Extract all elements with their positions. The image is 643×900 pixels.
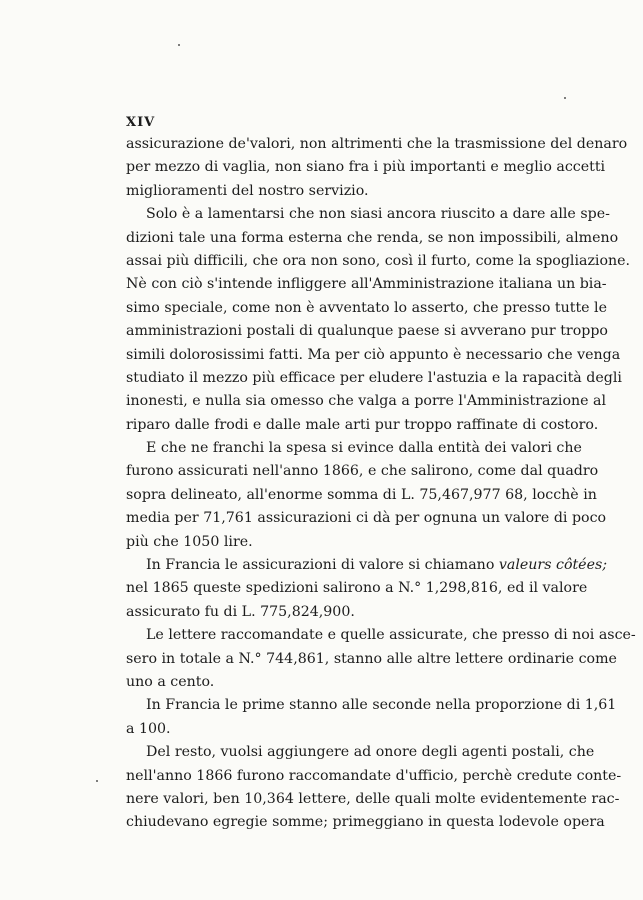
text-line: assicurazione de'valori, non altrimenti che la trasmissione del denaro <box>126 136 628 152</box>
text-line: assai più difficili, che ora non sono, così il furto, come la spogliazione. <box>126 252 631 269</box>
text-line: Solo è a lamentarsi che non siasi ancora riuscito a dare alle spe- <box>146 206 610 223</box>
text-line: Nè con ciò s'intende infliggere all'Amministrazione italiana un bia- <box>126 276 607 293</box>
text-line: chiudevano egregie somme; primeggiano in questa lodevole opera <box>126 814 605 831</box>
text-line: Del resto, vuolsi aggiungere ad onore degli agenti postali, che <box>146 744 595 761</box>
italic-term: valeurs côtées; <box>498 557 608 574</box>
text-line: più che 1050 lire. <box>126 533 253 550</box>
text-line: Le lettere raccomandate e quelle assicurate, che presso di noi asce- <box>146 627 636 644</box>
text-line: amministrazioni postali di qualunque paese si avverano pur troppo <box>126 323 608 340</box>
paper-speck <box>96 780 98 782</box>
text-line: simili dolorosissimi fatti. Ma per ciò appunto è necessario che venga <box>126 346 621 363</box>
text-line: per mezzo di vaglia, non siano fra i più importanti e meglio accetti <box>126 159 606 176</box>
body-text <box>126 133 636 835</box>
text-line: In Francia le assicurazioni di valore si chiamano valeurs côtées; <box>146 557 608 574</box>
text-line: media per 71,761 assicurazioni ci dà per ognuna un valore di poco <box>126 510 607 527</box>
text-line: miglioramenti del nostro servizio. <box>126 182 369 199</box>
text-line: inonesti, e nulla sia omesso che valga a porre l'Amministrazione al <box>126 393 607 410</box>
paper-speck <box>178 44 180 46</box>
text-line: simo speciale, come non è avventato lo asserto, che presso tutte le <box>126 299 607 316</box>
text-line: nell'anno 1866 furono raccomandate d'ufficio, perchè credute conte- <box>126 767 622 784</box>
text-line: nere valori, ben 10,364 lettere, delle quali molte evidentemente rac- <box>126 790 620 807</box>
page-number: XIV <box>126 115 156 130</box>
text-line: assicurato fu di L. 775,824,900. <box>126 603 355 620</box>
text-line: dizioni tale una forma esterna che renda, se non impossibili, almeno <box>126 229 619 246</box>
text-line: nel 1865 queste spedizioni salirono a N.° 1,298,816, ed il valore <box>126 580 588 597</box>
text-line: a 100. <box>126 720 171 737</box>
text-line: E che ne franchi la spesa si evince dalla entità dei valori che <box>146 440 582 457</box>
text-line: In Francia le prime stanno alle seconde nella proporzione di 1,61 <box>146 697 617 714</box>
text-line: studiato il mezzo più efficace per eludere l'astuzia e la rapacità degli <box>126 369 622 386</box>
text-line: sero in totale a N.° 744,861, stanno alle altre lettere ordinarie come <box>126 650 617 667</box>
text-line: riparo dalle frodi e dalle male arti pur troppo raffinate di costoro. <box>126 416 599 433</box>
text-line: uno a cento. <box>126 673 215 690</box>
text-line: furono assicurati nell'anno 1866, e che salirono, come dal quadro <box>126 463 599 480</box>
text-line: sopra delineato, all'enorme somma di L. 75,467,977 68, locchè in <box>126 486 597 503</box>
paper-speck <box>564 97 566 99</box>
